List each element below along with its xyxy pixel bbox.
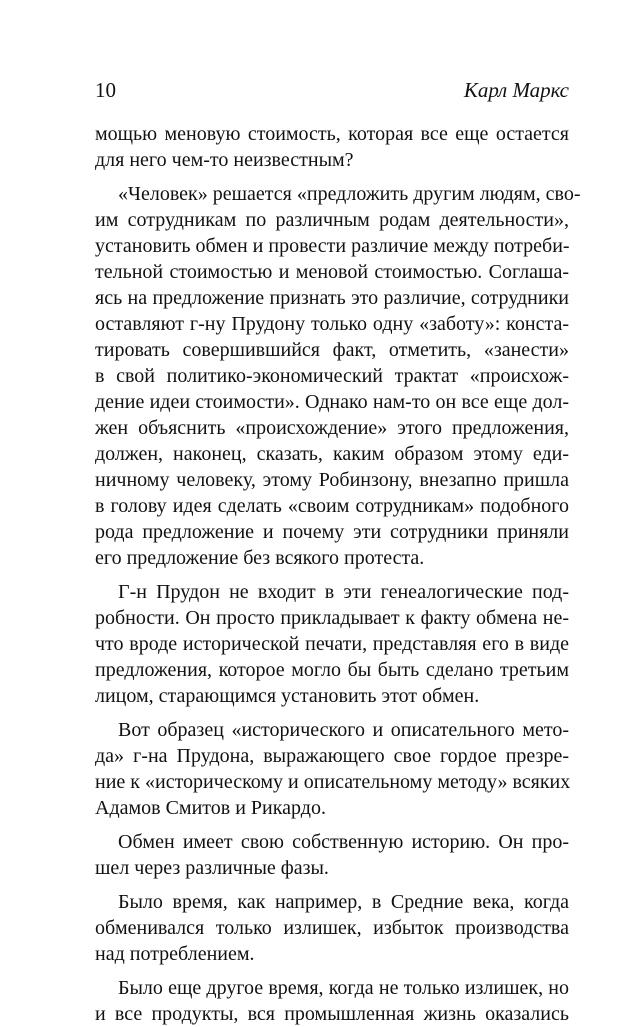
text-line: Адамов Смитов и Рикардо.: [95, 797, 326, 819]
paragraph: [95, 121, 569, 173]
text-line: Обмен имеет свою собственную историю. Он про-: [118, 831, 569, 853]
paragraph: [95, 579, 569, 709]
text-line: лицом, старающимся установить этот обмен.: [95, 685, 480, 707]
text-line: Вот образец «исторического и описательного мето-: [118, 719, 569, 741]
text-line: его предложение без всякого протеста.: [95, 547, 425, 569]
text-line: установить обмен и провести различие между потреби-: [95, 235, 570, 257]
text-line: шел через различные фазы.: [95, 857, 329, 879]
text-line: да» г-на Прудона, выражающего свое гордое презре-: [95, 745, 569, 767]
text-line: предложения, которое могло бы быть сделано третьим: [95, 659, 569, 681]
text-line: оставляют г-ну Прудону только одну «заботу»: конста-: [95, 313, 569, 335]
text-line: должен, наконец, сказать, каким образом этому еди-: [95, 443, 569, 465]
text-line: рода предложение и почему эти сотрудники приняли: [95, 521, 569, 543]
paragraph: [95, 975, 569, 1027]
text-line: жен объяснить «происхождение» этого предложения,: [95, 417, 569, 439]
text-line: в свой политико-экономический трактат «происхож-: [95, 365, 569, 387]
text-line: что вроде исторической печати, представляя его в виде: [95, 633, 569, 655]
text-line: «Человек» решается «предложить другим людям, сво-: [118, 183, 581, 205]
text-line: тировать совершившийся факт, отметить, «занести»: [95, 339, 569, 361]
text-line: им сотрудникам по различным родам деятельности»,: [95, 209, 569, 231]
text-line: и все продукты, вся промышленная жизнь оказались: [95, 1003, 569, 1025]
paragraph: [95, 717, 569, 821]
paragraph: [95, 829, 569, 881]
text-line: ние к «историческому и описательному методу» всяких: [95, 771, 571, 793]
text-line: ясь на предложение признать это различие, сотрудники: [95, 287, 569, 309]
running-head: [95, 76, 569, 104]
text-line: ничному человеку, этому Робинзону, внезапно пришла: [95, 469, 569, 491]
text-line: робности. Он просто прикладывает к факту обмена не-: [95, 607, 569, 629]
running-title: Карл Маркс: [463, 78, 569, 102]
text-line: в голову идея сделать «своим сотрудникам» подобного: [95, 495, 569, 517]
text-line: Г-н Прудон не входит в эти генеалогические под-: [118, 581, 569, 603]
text-line: обменивался только излишек, избыток производства: [95, 917, 569, 939]
body-text: [95, 121, 581, 1027]
text-line: мощью меновую стоимость, которая все еще остается: [95, 123, 569, 145]
text-line: тельной стоимостью и меновой стоимостью. Соглаша-: [95, 261, 569, 283]
text-line: над потреблением.: [95, 943, 255, 965]
text-line: Было время, как например, в Средние века, когда: [118, 891, 569, 913]
paragraph: [95, 889, 569, 967]
text-line: Было еще другое время, когда не только излишек, но: [118, 977, 569, 999]
text-line: дение идеи стоимости». Однако нам-то он все еще дол-: [95, 391, 569, 413]
page-number: 10: [95, 78, 116, 102]
text-line: для него чем-то неизвестным?: [95, 149, 354, 171]
paragraph: [95, 181, 581, 571]
